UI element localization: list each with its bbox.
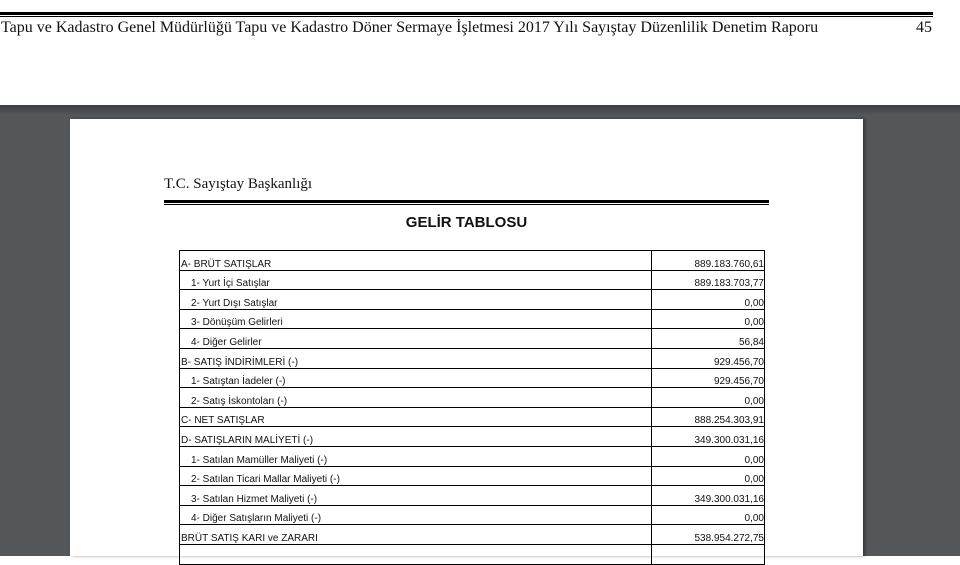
table-row [180, 348, 765, 368]
row-label: 1- Yurt İçi Satışlar [180, 270, 652, 290]
table-row [180, 427, 765, 447]
table-row [180, 251, 765, 271]
row-label: 3- Dönüşüm Gelirleri [180, 309, 652, 329]
table-row [180, 388, 765, 408]
row-label: 2- Satılan Ticari Mallar Maliyeti (-) [180, 466, 652, 486]
table-title: GELİR TABLOSU [405, 214, 528, 231]
row-label: BRÜT SATIŞ KARI ve ZARARI [180, 525, 652, 545]
organization-name: T.C. Sayıştay Başkanlığı [164, 176, 313, 192]
organization-rule-thick [164, 200, 769, 203]
table-row [180, 544, 765, 564]
row-label: D- SATIŞLARIN MALİYETİ (-) [180, 427, 652, 447]
row-value: 0,00 [652, 290, 765, 310]
row-label: B- SATIŞ İNDİRİMLERİ (-) [180, 348, 652, 368]
row-value: 889.183.760,61 [652, 251, 765, 271]
row-label: A- BRÜT SATIŞLAR [180, 251, 652, 271]
row-value: 538.954.272,75 [652, 525, 765, 545]
row-value: 889.183.703,77 [652, 270, 765, 290]
embedded-pdf-page [70, 119, 863, 556]
row-value: 888.254.303,91 [652, 407, 765, 427]
table-row [180, 505, 765, 525]
page-number: 45 [916, 19, 932, 36]
row-value: 0,00 [652, 388, 765, 408]
table-row [180, 466, 765, 486]
table-row [180, 290, 765, 310]
row-label: 2- Yurt Dışı Satışlar [180, 290, 652, 310]
row-label: 1- Satılan Mamüller Maliyeti (-) [180, 446, 652, 466]
row-label: 1- Satıştan İadeler (-) [180, 368, 652, 388]
header-rule-thin [0, 16, 933, 17]
organization-rule-thin [164, 204, 769, 205]
row-value: 929.456,70 [652, 348, 765, 368]
row-value [652, 544, 765, 564]
viewer-top-shadow [0, 105, 960, 115]
row-value: 349.300.031,16 [652, 486, 765, 506]
row-label: C- NET SATIŞLAR [180, 407, 652, 427]
table-row [180, 270, 765, 290]
table-row [180, 407, 765, 427]
row-label [180, 544, 652, 564]
row-value: 0,00 [652, 446, 765, 466]
row-value: 929.456,70 [652, 368, 765, 388]
income-statement-table [179, 250, 765, 565]
table-row [180, 368, 765, 388]
header-rule-thick [0, 12, 933, 15]
table-row [180, 525, 765, 545]
table-row [180, 329, 765, 349]
document-header-title: Tapu ve Kadastro Genel Müdürlüğü Tapu ve Kadastro Döner Sermaye İşletmesi 2017 Yılı Sayıştay Düzenlilik Denetim Raporu [1, 19, 819, 36]
table-row [180, 486, 765, 506]
row-label: 4- Diğer Gelirler [180, 329, 652, 349]
row-label: 4- Diğer Satışların Maliyeti (-) [180, 505, 652, 525]
row-value: 0,00 [652, 466, 765, 486]
row-value: 349.300.031,16 [652, 427, 765, 447]
row-value: 0,00 [652, 505, 765, 525]
row-value: 56,84 [652, 329, 765, 349]
row-value: 0,00 [652, 309, 765, 329]
row-label: 3- Satılan Hizmet Maliyeti (-) [180, 486, 652, 506]
table-row [180, 309, 765, 329]
table-row [180, 446, 765, 466]
row-label: 2- Satış İskontoları (-) [180, 388, 652, 408]
